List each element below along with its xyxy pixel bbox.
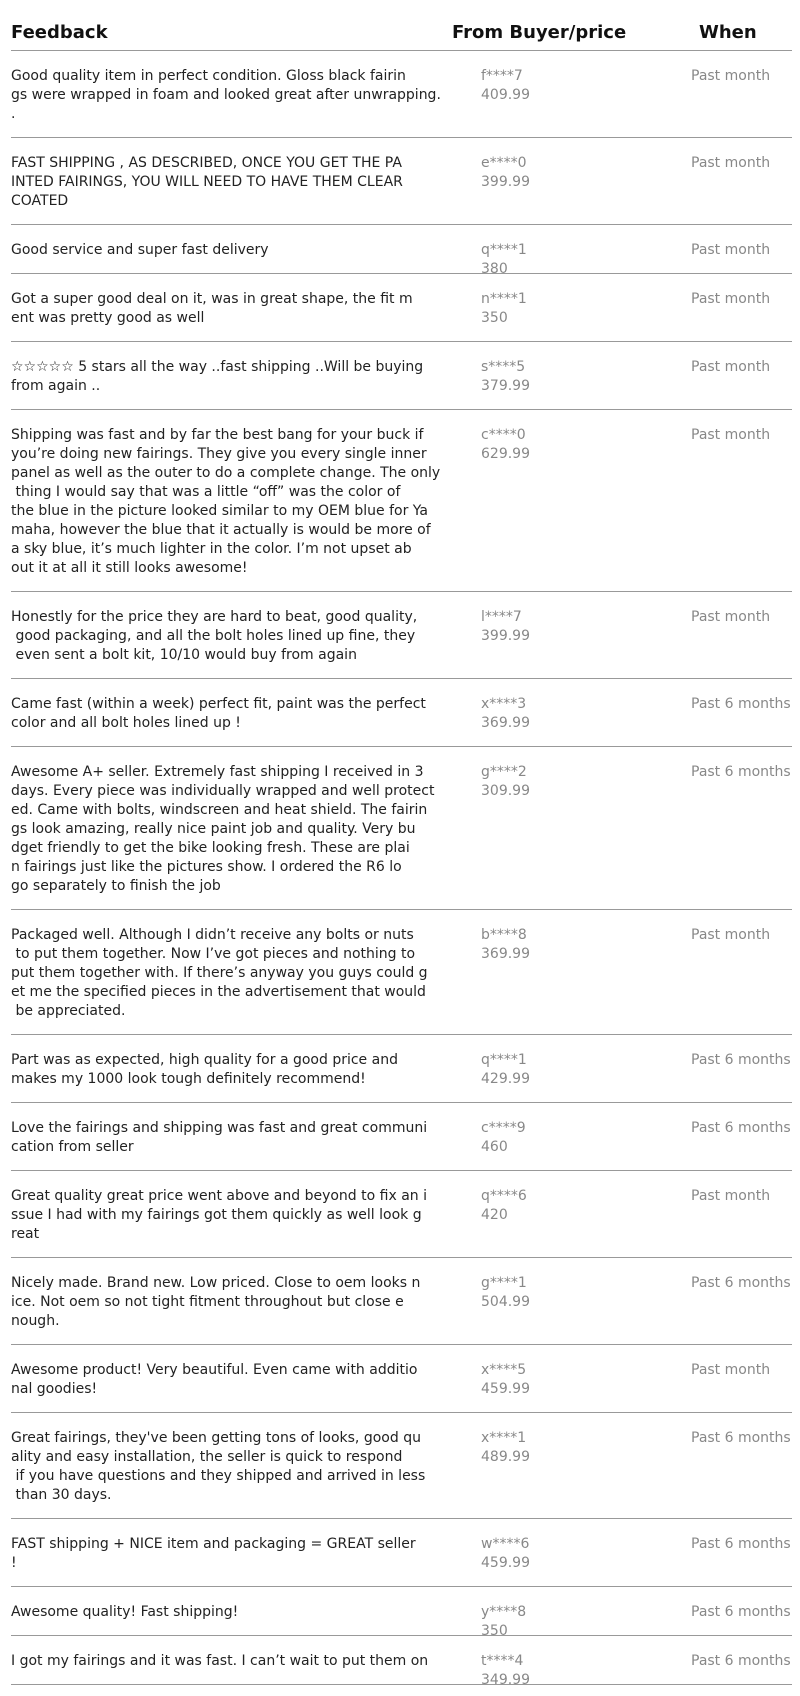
buyer-name: q****1 xyxy=(481,242,527,258)
table-row xyxy=(11,1171,792,1258)
price: 399.99 xyxy=(481,628,530,644)
buyer-cell xyxy=(481,1429,530,1467)
when-text: Past month xyxy=(691,242,771,258)
price: 349.99 xyxy=(481,1672,530,1688)
when-text: Past 6 months xyxy=(691,1604,791,1620)
feedback-text: Love the fairings and shipping was fast and great communi cation from seller xyxy=(11,1120,428,1155)
buyer-cell xyxy=(481,1361,530,1399)
table-row xyxy=(11,274,792,342)
buyer-name: c****0 xyxy=(481,427,526,443)
table-row xyxy=(11,1519,792,1587)
table-row xyxy=(11,1103,792,1171)
price: 489.99 xyxy=(481,1449,530,1465)
table-row xyxy=(11,679,792,747)
feedback-text: Great fairings, they've been getting tons of looks, good qu ality and easy installation, the seller is quick to respond if you have questions and they shipped and arrived in less than 30 days. xyxy=(11,1430,426,1503)
buyer-name: e****0 xyxy=(481,155,527,171)
feedback-text: Packaged well. Although I didn’t receive any bolts or nuts to put them together. Now I’ve got pieces and nothing to put them together with. If there’s anyway you guys could g et me the specified pieces in the advertisement that would be appreciated. xyxy=(11,927,428,1019)
buyer-name: b****8 xyxy=(481,927,527,943)
table-row xyxy=(11,342,792,410)
feedback-text: Awesome product! Very beautiful. Even came with additio nal goodies! xyxy=(11,1362,418,1397)
buyer-name: w****6 xyxy=(481,1536,530,1552)
feedback-text: FAST shipping + NICE item and packaging = GREAT seller ! xyxy=(11,1536,416,1571)
feedback-text: Good quality item in perfect condition. Gloss black fairin gs were wrapped in foam and looked great after unwrapping. . xyxy=(11,68,441,122)
price: 459.99 xyxy=(481,1555,530,1571)
when-text: Past month xyxy=(691,927,771,943)
price: 429.99 xyxy=(481,1071,530,1087)
price: 369.99 xyxy=(481,715,530,731)
when-text: Past month xyxy=(691,427,771,443)
when-text: Past 6 months xyxy=(691,1430,791,1446)
buyer-name: l****7 xyxy=(481,609,522,625)
when-text: Past 6 months xyxy=(691,696,791,712)
feedback-text: Came fast (within a week) perfect fit, paint was the perfect color and all bolt holes lined up ! xyxy=(11,696,426,731)
table-row xyxy=(11,1587,792,1639)
when-text: Past 6 months xyxy=(691,1052,791,1068)
feedback-text: Awesome quality! Fast shipping! xyxy=(11,1604,239,1620)
buyer-name: s****5 xyxy=(481,359,526,375)
price: 629.99 xyxy=(481,446,530,462)
price: 459.99 xyxy=(481,1381,530,1397)
table-row xyxy=(11,592,792,679)
table-header xyxy=(11,0,792,51)
feedback-text: Shipping was fast and by far the best bang for your buck if you’re doing new fairings. They give you every single inner panel as well as the outer to do a complete change. The only thing I would say that was a little “off” was the color of the blue in the picture looked similar to my OEM blue for Ya maha, however the blue that it actually is would be more of a sky blue, it’s much lighter in the color. I’m not upset ab out it at all it still looks awesome! xyxy=(11,427,441,576)
buyer-cell xyxy=(481,1119,526,1157)
header-feedback: Feedback xyxy=(11,22,108,43)
when-text: Past month xyxy=(691,359,771,375)
price: 309.99 xyxy=(481,783,530,799)
buyer-cell xyxy=(481,1274,530,1312)
header-when: When xyxy=(699,22,757,43)
header-from-buyer-price: From Buyer/price xyxy=(452,22,627,43)
when-text: Past 6 months xyxy=(691,1653,791,1669)
buyer-cell xyxy=(481,290,527,328)
buyer-cell xyxy=(481,926,530,964)
buyer-cell xyxy=(481,1652,530,1690)
table-row xyxy=(11,410,792,592)
when-text: Past month xyxy=(691,291,771,307)
feedback-text: Honestly for the price they are hard to beat, good quality, good packaging, and all the bolt holes lined up fine, they even sent a bolt kit, 10/10 would buy from again xyxy=(11,609,418,663)
buyer-cell xyxy=(481,763,530,801)
when-text: Past 6 months xyxy=(691,1120,791,1136)
buyer-name: q****6 xyxy=(481,1188,527,1204)
buyer-name: x****3 xyxy=(481,696,527,712)
when-text: Past 6 months xyxy=(691,1536,791,1552)
buyer-name: q****1 xyxy=(481,1052,527,1068)
feedback-text: Awesome A+ seller. Extremely fast shipping I received in 3 days. Every piece was individually wrapped and well protect ed. Came with bolts, windscreen and heat shield. The fairin gs look amazing, really nice paint job and quality. Very bu dget friendly to get the bike looking fresh. These are plai n fairings just like the pictures show. I ordered the R6 lo go separately to finish the job xyxy=(11,764,435,894)
buyer-name: x****1 xyxy=(481,1430,527,1446)
price: 350 xyxy=(481,1623,508,1639)
buyer-name: f****7 xyxy=(481,68,523,84)
buyer-name: c****9 xyxy=(481,1120,526,1136)
buyer-cell xyxy=(481,154,530,192)
table-row xyxy=(11,1413,792,1519)
feedback-text: Good service and super fast delivery xyxy=(11,242,269,258)
price: 409.99 xyxy=(481,87,530,103)
when-text: Past month xyxy=(691,609,771,625)
buyer-cell xyxy=(481,608,530,646)
feedback-text: FAST SHIPPING , AS DESCRIBED, ONCE YOU GET THE PA INTED FAIRINGS, YOU WILL NEED TO HAVE THEM CLEAR COATED xyxy=(11,155,403,209)
price: 380 xyxy=(481,261,508,277)
buyer-cell xyxy=(481,426,530,464)
price: 379.99 xyxy=(481,378,530,394)
buyer-name: n****1 xyxy=(481,291,527,307)
when-text: Past month xyxy=(691,68,771,84)
feedback-text: ☆☆☆☆☆ 5 stars all the way ..fast shipping ..Will be buying from again .. xyxy=(11,359,424,394)
table-row xyxy=(11,910,792,1035)
price: 420 xyxy=(481,1207,508,1223)
buyer-name: g****1 xyxy=(481,1275,527,1291)
price: 369.99 xyxy=(481,946,530,962)
table-row xyxy=(11,1636,792,1688)
table-row xyxy=(11,138,792,225)
table-row xyxy=(11,1345,792,1413)
price: 504.99 xyxy=(481,1294,530,1310)
feedback-text: Nicely made. Brand new. Low priced. Close to oem looks n ice. Not oem so not tight fitment throughout but close e nough. xyxy=(11,1275,421,1329)
buyer-name: g****2 xyxy=(481,764,527,780)
buyer-cell xyxy=(481,67,530,105)
table-row xyxy=(11,1258,792,1345)
feedback-text: Part was as expected, high quality for a good price and makes my 1000 look tough definitely recommend! xyxy=(11,1052,398,1087)
when-text: Past 6 months xyxy=(691,1275,791,1291)
table-row xyxy=(11,51,792,138)
buyer-name: t****4 xyxy=(481,1653,524,1669)
when-text: Past month xyxy=(691,1362,771,1378)
price: 460 xyxy=(481,1139,508,1155)
feedback-text: Got a super good deal on it, was in great shape, the fit m ent was pretty good as well xyxy=(11,291,413,326)
table-row xyxy=(11,225,792,277)
feedback-table xyxy=(11,0,792,1688)
feedback-text: I got my fairings and it was fast. I can’t wait to put them on xyxy=(11,1653,429,1669)
price: 350 xyxy=(481,310,508,326)
buyer-cell xyxy=(481,358,530,396)
when-text: Past month xyxy=(691,1188,771,1204)
buyer-cell xyxy=(481,695,530,733)
table-row xyxy=(11,1035,792,1103)
when-text: Past month xyxy=(691,155,771,171)
table-row xyxy=(11,747,792,910)
buyer-cell xyxy=(481,1187,527,1225)
when-text: Past 6 months xyxy=(691,764,791,780)
price: 399.99 xyxy=(481,174,530,190)
buyer-name: x****5 xyxy=(481,1362,527,1378)
feedback-text: Great quality great price went above and beyond to fix an i ssue I had with my fairings got them quickly as well look g reat xyxy=(11,1188,427,1242)
buyer-cell xyxy=(481,1535,530,1573)
buyer-cell xyxy=(481,1051,530,1089)
buyer-name: y****8 xyxy=(481,1604,527,1620)
